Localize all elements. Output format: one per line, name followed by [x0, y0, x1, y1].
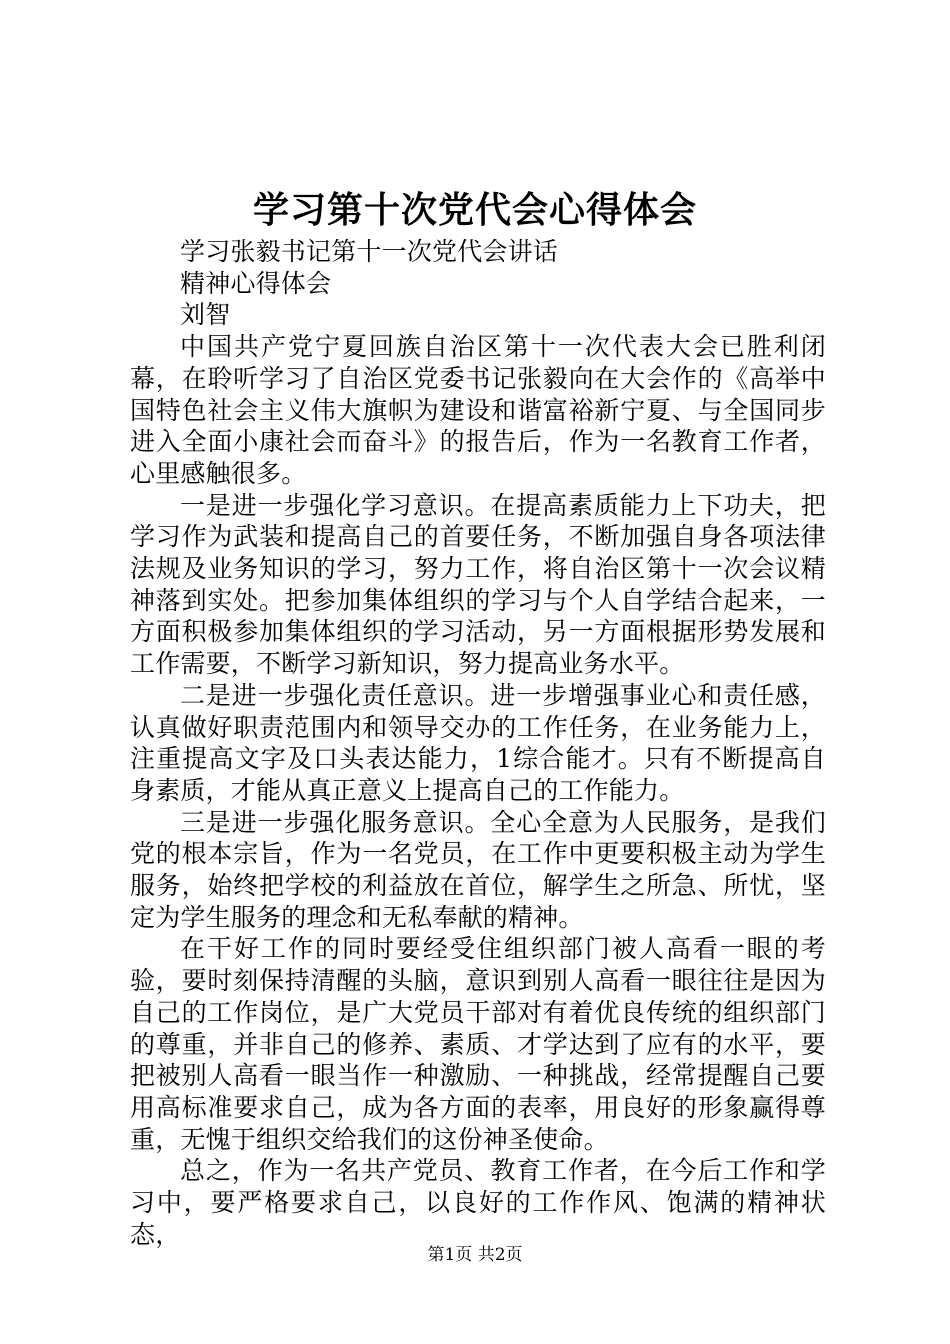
- subtitle-line-1: 学习张毅书记第十一次党代会讲话: [180, 237, 559, 266]
- paragraph-intro: 中国共产党宁夏回族自治区第十一次代表大会已胜利闭幕，在聆听学习了自治区党委书记张毅向在大会作的《高举中国特色社会主义伟大旗帜为建设和谐富裕新宁夏、与全国同步进入全面小康社会而奋斗》的报告后，作为一名教育工作者，心里感触很多。: [130, 332, 826, 488]
- paragraph-service: 三是进一步强化服务意识。全心全意为人民服务，是我们党的根本宗旨，作为一名党员，在工作中更要积极主动为学生服务，始终把学校的利益放在首位，解学生之所急、所忧，坚定为学生服务的理念和无私奉献的精神。: [130, 807, 826, 932]
- paragraph-responsibility: 二是进一步强化责任意识。进一步增强事业心和责任感，认真做好职责范围内和领导交办的工作任务，在业务能力上，注重提高文字及口头表达能力，1综合能才。只有不断提高自身素质，才能从真正意义上提高自己的工作能力。: [130, 680, 826, 805]
- paragraph-test: 在干好工作的同时要经受住组织部门被人高看一眼的考验，要时刻保持清醒的头脑，意识到别人高看一眼往往是因为自己的工作岗位，是广大党员干部对有着优良传统的组织部门的尊重，并非自己的修养、素质、才学达到了应有的水平，要把被别人高看一眼当作一种激励、一种挑战，经常提醒自己要用高标准要求自己，成为各方面的表率，用良好的形象赢得尊重，无愧于组织交给我们的这份神圣使命。: [130, 934, 826, 1154]
- document-body: [130, 236, 826, 1251]
- page-footer: 第1页 共2页: [427, 1245, 523, 1265]
- paragraph-learning: 一是进一步强化学习意识。在提高素质能力上下功夫，把学习作为武装和提高自己的首要任务，不断加强自身各项法律法规及业务知识的学习，努力工作，将自治区第十一次会议精神落到实处。把参加集体组织的学习与个人自学结合起来，一方面积极参加集体组织的学习活动，另一方面根据形势发展和工作需要，不断学习新知识，努力提高业务水平。: [130, 490, 826, 679]
- document-title: 学习第十次党代会心得体会: [252, 189, 697, 231]
- paragraph-conclusion: 总之，作为一名共产党员、教育工作者，在今后工作和学习中，要严格要求自己，以良好的工作作风、饱满的精神状态，: [130, 1156, 826, 1249]
- subtitle-line-2: 精神心得体会: [180, 268, 332, 298]
- author-name: 刘智: [180, 300, 231, 330]
